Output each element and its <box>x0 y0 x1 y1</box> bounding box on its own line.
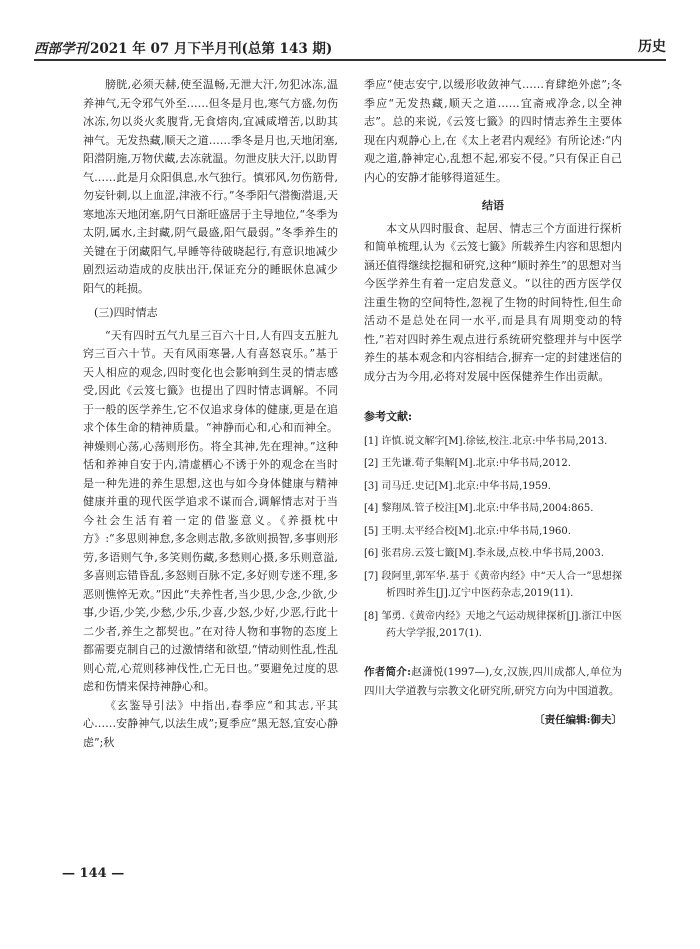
author-text: 赵潇悦(1997—),女,汉族,四川成都人,单位为四川大学道教与宗教文化研究所,研究方向为中国道教。 <box>364 665 622 697</box>
reference-item: [5] 王明.太平经合校[M].北京:中华书局,1960. <box>364 525 571 537</box>
subsection-heading: (三)四时情志 <box>94 306 158 319</box>
author-note <box>364 663 622 701</box>
body-paragraph: 本文从四时服食、起居、情志三个方面进行探析和简单梳理,认为《云笈七籤》所载养生内容和思想内涵还值得继续挖掘和研究,这种“顺时养生”的思想对当今医学养生有着一定启发意义。“以往的西方医学仅注重生物的空间特性,忽视了生物的时间特性,但生命活动不是总处在同一水平,而是具有周期变动的特性,”若对四时养生观点进行系统研究整理并与中医学养生的基本观念和内容相结合,摒弃一定的封建迷信的成分古为今用,必将对发展中医保健养生作出贡献。 <box>364 221 622 383</box>
body-paragraph: 《玄鉴导引法》中指出,春季应“和其志,平其心……安静神气,以法生成”;夏季应“黑无怒,宜安心静虑”;秋 <box>83 698 338 749</box>
issue-line: 2021 年 07 月下半月刊(总第 143 期) <box>90 41 333 57</box>
journal-issue <box>34 37 332 57</box>
editor-credit: 〔责任编辑:御夫〕 <box>534 713 622 726</box>
body-paragraph: “天有四时五气九星三百六十日,人有四支五脏九窍三百六十节。天有风雨寒暑,人有喜怒哀乐。”基于天人相应的观念,四时变化也会影响到生灵的情志感受,因此《云笈七籤》也提出了四时情志调解。不同于一般的医学养生,它不仅追求身体的健康,更是在追求个体生命的精神质量。“神静而心和,心和而神全。神燥则心荡,心荡则形伤。将全其神,先在理神。”这种恬和养神自安于内,清虚栖心不诱于外的观念在当时是一种先进的养生思想,这也与如今身体健康与精神健康并重的现代医学追求不谋而合,调解情志对于当今社会生活有着一定的借鉴意义。《养摄枕中方》:“多思则神怠,多念则志散,多欲则损智,多事则形劳,多语则气争,多笑则伤藏,多愁则心摄,多乐则意溢,多喜则忘错昏乱,多怒则百脉不定,多好则专迷不理,多恶则憔悴无欢。”因此“夫养性者,当少思,少念,少欲,少事,少语,少笑,少愁,少乐,少喜,少怒,少好,少恶,行此十二少者,养生之都契也。”在对待人物和事物的态度上都需要克制自己的过激情绪和欲望,“情动则性乱,性乱则心荒,心荒则移神伐性,亡无日也。”要避免过度的思虑和伤情来保持神静心和。 <box>83 328 338 693</box>
reference-item: [7] 段阿里,郭军华.基于《黄帝内经》中“天人合一”思想探析四时养生[J].辽宁中医药杂志,2019(11). <box>364 570 622 599</box>
references-heading: 参考文献: <box>364 410 413 423</box>
left-column <box>83 76 338 752</box>
page-number: — 144 — <box>62 866 125 881</box>
reference-item: [4] 黎翔凤.管子校注[M].北京:中华书局,2004:865. <box>364 503 594 514</box>
section-title: 历史 <box>638 39 666 55</box>
right-body <box>364 76 622 386</box>
right-column <box>364 76 622 729</box>
reference-item: [1] 许慎.说文解字[M].徐铉,校注.北京:中华书局,2013. <box>364 435 608 447</box>
body-paragraph: 季应“使志安宁,以缓形收敛神气……育肆绝外虑”;冬季应“无发热藏,顺天之道……宜斋戒净念,以全神志”。总的来说,《云笈七籤》的四时情志养生主要体现在内观静心上,在《太上老君内观经》有所论述:“内观之道,静神定心,乱想不起,邪妄不侵。”只有保正自己内心的安静才能够得道延生。 <box>364 78 622 184</box>
author-label: 作者简介: <box>364 665 412 678</box>
page-header <box>34 33 666 61</box>
body-paragraph: 膀胱,必须天赫,使至温畅,无泄大汗,勿犯冰冻,温养神气,无令邪气外至……但冬是月也,寒气方盛,勿伤冰冻,勿以炎火炙腹背,无食熔肉,宜减咸增苦,以助其神气。无发热藏,顺天之道……季冬是月也,天地闭塞,阳潜阴施,万物伏藏,去冻就温。勿泄皮肤大汗,以助胃气……此是月众阳俱息,水气独行。慎邪风,勿伤筋骨,勿妄针刺,以上血涩,津液不行。”冬季阳气潜衡潜退,天寒地冻天地闭塞,阴气日渐旺盛居于主导地位,“冬季为太阴,属水,主封藏,阴气最盛,阳气最弱。”冬季养生的关键在于闭藏阳气,早睡等待破晓起行,有意识地减少剧烈运动造成的皮肤出汗,保证充分的睡眠休息减少阳气的耗损。 <box>83 78 338 295</box>
reference-item: [2] 王先谦.荀子集解[M].北京:中华书局,2012. <box>364 458 571 469</box>
reference-item: [3] 司马迁.史记[M].北京:中华书局,1959. <box>364 480 551 492</box>
reference-list <box>364 433 622 643</box>
section-heading: 结语 <box>482 199 504 212</box>
reference-item: [8] 邹勇.《黄帝内经》天地之气运动规律探析[J].浙江中医药大学学报,2017(1). <box>364 610 622 639</box>
reference-item: [6] 张君房.云笈七籤[M].李永晟,点校.中华书局,2003. <box>364 548 604 559</box>
journal-brand: 西部学刊 <box>34 41 88 57</box>
